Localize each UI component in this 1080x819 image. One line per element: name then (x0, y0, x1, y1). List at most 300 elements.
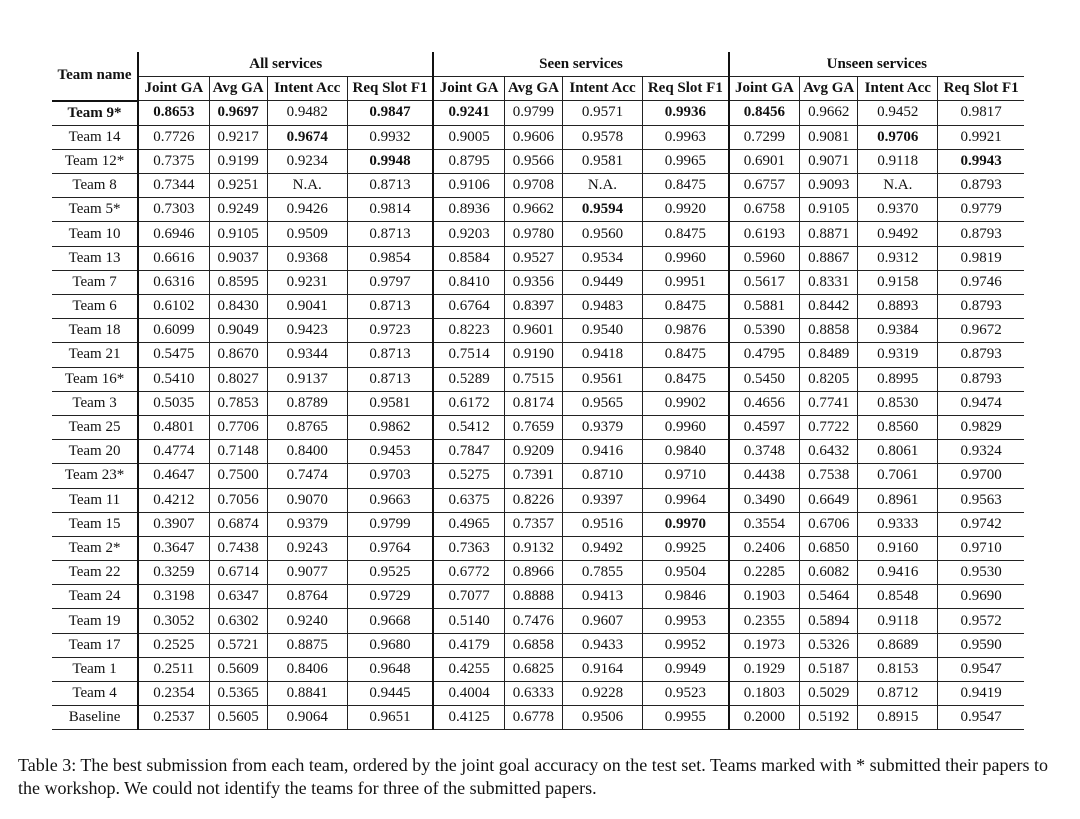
score-cell: 0.4965 (433, 512, 504, 536)
score-cell: 0.9506 (562, 706, 642, 730)
metric-header-seen-intent-acc: Intent Acc (562, 77, 642, 101)
score-cell: 0.7061 (858, 464, 938, 488)
score-cell: 0.6874 (209, 512, 267, 536)
score-cell: 0.8764 (267, 585, 347, 609)
score-cell: 0.9965 (643, 149, 729, 173)
score-cell: 0.5275 (433, 464, 504, 488)
score-cell: 0.7726 (138, 125, 209, 149)
score-cell: 0.2355 (729, 609, 800, 633)
table-row (52, 464, 1024, 488)
score-cell: 0.6706 (800, 512, 858, 536)
score-cell: 0.9674 (267, 125, 347, 149)
score-cell: 0.7659 (504, 415, 562, 439)
score-cell: 0.6778 (504, 706, 562, 730)
score-cell: 0.8226 (504, 488, 562, 512)
score-cell: 0.8841 (267, 682, 347, 706)
score-cell: 0.9482 (267, 101, 347, 126)
table-row (52, 125, 1024, 149)
score-cell: 0.7056 (209, 488, 267, 512)
score-cell: 0.9571 (562, 101, 642, 126)
score-cell: 0.9416 (562, 440, 642, 464)
score-cell: 0.9672 (938, 319, 1024, 343)
score-cell: 0.9106 (433, 174, 504, 198)
score-cell: 0.2354 (138, 682, 209, 706)
score-cell: 0.9799 (504, 101, 562, 126)
score-cell: 0.9158 (858, 270, 938, 294)
score-cell: 0.9729 (347, 585, 433, 609)
score-cell: 0.9780 (504, 222, 562, 246)
score-cell: 0.8915 (858, 706, 938, 730)
score-cell: 0.5326 (800, 633, 858, 657)
table-row (52, 270, 1024, 294)
group-header-row (52, 52, 1024, 77)
team-name-cell: Team 10 (52, 222, 138, 246)
score-cell: 0.8442 (800, 295, 858, 319)
score-cell: 0.8153 (858, 657, 938, 681)
score-cell: 0.9081 (800, 125, 858, 149)
score-cell: 0.1973 (729, 633, 800, 657)
score-cell: 0.7077 (433, 585, 504, 609)
metric-header-unseen-avg-ga: Avg GA (800, 77, 858, 101)
score-cell: 0.8793 (938, 222, 1024, 246)
score-cell: 0.6099 (138, 319, 209, 343)
score-cell: 0.6764 (433, 295, 504, 319)
score-cell: 0.9697 (209, 101, 267, 126)
team-name-cell: Team 17 (52, 633, 138, 657)
score-cell: 0.9817 (938, 101, 1024, 126)
score-cell: 0.8793 (938, 367, 1024, 391)
table-row (52, 222, 1024, 246)
score-cell: 0.9234 (267, 149, 347, 173)
score-cell: 0.4255 (433, 657, 504, 681)
score-cell: 0.6850 (800, 536, 858, 560)
score-cell: 0.4438 (729, 464, 800, 488)
score-cell: 0.9333 (858, 512, 938, 536)
score-cell: 0.9921 (938, 125, 1024, 149)
score-cell: 0.9663 (347, 488, 433, 512)
score-cell: 0.8793 (938, 174, 1024, 198)
score-cell: 0.5960 (729, 246, 800, 270)
score-cell: 0.5390 (729, 319, 800, 343)
score-cell: 0.6825 (504, 657, 562, 681)
score-cell: 0.6082 (800, 561, 858, 585)
score-cell: 0.6333 (504, 682, 562, 706)
score-cell: 0.8936 (433, 198, 504, 222)
score-cell: 0.9710 (643, 464, 729, 488)
score-cell: 0.5410 (138, 367, 209, 391)
table-row (52, 343, 1024, 367)
team-name-cell: Team 24 (52, 585, 138, 609)
score-cell: 0.8475 (643, 343, 729, 367)
group-unseen-services: Unseen services (729, 52, 1024, 77)
table-row (52, 391, 1024, 415)
score-cell: 0.9203 (433, 222, 504, 246)
score-cell: 0.1903 (729, 585, 800, 609)
score-cell: 0.9384 (858, 319, 938, 343)
score-cell: 0.7853 (209, 391, 267, 415)
score-cell: 0.8548 (858, 585, 938, 609)
score-cell: 0.6772 (433, 561, 504, 585)
score-cell: 0.8489 (800, 343, 858, 367)
score-cell: 0.4212 (138, 488, 209, 512)
score-cell: 0.8712 (858, 682, 938, 706)
score-cell: 0.9492 (562, 536, 642, 560)
score-cell: 0.9949 (643, 657, 729, 681)
score-cell: 0.9249 (209, 198, 267, 222)
score-cell: 0.9105 (800, 198, 858, 222)
team-name-cell: Team 14 (52, 125, 138, 149)
score-cell: 0.3052 (138, 609, 209, 633)
score-cell: 0.9779 (938, 198, 1024, 222)
score-cell: 0.8400 (267, 440, 347, 464)
score-cell: 0.8027 (209, 367, 267, 391)
score-cell: N.A. (858, 174, 938, 198)
score-cell: 0.9547 (938, 657, 1024, 681)
score-cell: 0.7476 (504, 609, 562, 633)
score-cell: 0.9243 (267, 536, 347, 560)
score-cell: 0.8893 (858, 295, 938, 319)
score-cell: 0.9723 (347, 319, 433, 343)
score-cell: 0.5187 (800, 657, 858, 681)
score-cell: 0.6172 (433, 391, 504, 415)
score-cell: 0.8584 (433, 246, 504, 270)
score-cell: 0.9509 (267, 222, 347, 246)
score-cell: 0.9037 (209, 246, 267, 270)
score-cell: 0.9071 (800, 149, 858, 173)
score-cell: 0.5140 (433, 609, 504, 633)
score-cell: 0.8406 (267, 657, 347, 681)
score-cell: 0.7363 (433, 536, 504, 560)
score-cell: 0.7391 (504, 464, 562, 488)
score-cell: 0.6858 (504, 633, 562, 657)
score-cell: 0.9847 (347, 101, 433, 126)
score-cell: 0.9449 (562, 270, 642, 294)
metric-header-seen-req-slot-f1: Req Slot F1 (643, 77, 729, 101)
team-name-cell: Team 7 (52, 270, 138, 294)
score-cell: 0.5365 (209, 682, 267, 706)
score-cell: 0.9662 (800, 101, 858, 126)
score-cell: 0.6714 (209, 561, 267, 585)
score-cell: 0.9594 (562, 198, 642, 222)
score-cell: 0.9668 (347, 609, 433, 633)
team-name-cell: Team 13 (52, 246, 138, 270)
score-cell: 0.9160 (858, 536, 938, 560)
table-row (52, 585, 1024, 609)
score-cell: 0.7438 (209, 536, 267, 560)
score-cell: 0.9960 (643, 246, 729, 270)
score-cell: 0.8793 (938, 343, 1024, 367)
score-cell: 0.9324 (938, 440, 1024, 464)
score-cell: 0.8174 (504, 391, 562, 415)
team-name-cell: Baseline (52, 706, 138, 730)
score-cell: 0.6649 (800, 488, 858, 512)
score-cell: 0.7855 (562, 561, 642, 585)
score-cell: 0.9710 (938, 536, 1024, 560)
score-cell: 0.4597 (729, 415, 800, 439)
results-table-container (52, 52, 1024, 730)
score-cell: N.A. (267, 174, 347, 198)
score-cell: 0.9572 (938, 609, 1024, 633)
score-cell: 0.9952 (643, 633, 729, 657)
score-cell: 0.9829 (938, 415, 1024, 439)
team-name-cell: Team 11 (52, 488, 138, 512)
team-name-cell: Team 25 (52, 415, 138, 439)
score-cell: 0.9445 (347, 682, 433, 706)
score-cell: 0.9601 (504, 319, 562, 343)
score-cell: 0.9902 (643, 391, 729, 415)
team-name-cell: Team 1 (52, 657, 138, 681)
score-cell: 0.4656 (729, 391, 800, 415)
score-cell: 0.9453 (347, 440, 433, 464)
score-cell: 0.6758 (729, 198, 800, 222)
score-cell: 0.7474 (267, 464, 347, 488)
score-cell: 0.6347 (209, 585, 267, 609)
score-cell: 0.4179 (433, 633, 504, 657)
score-cell: 0.5029 (800, 682, 858, 706)
score-cell: 0.9578 (562, 125, 642, 149)
score-cell: 0.9797 (347, 270, 433, 294)
score-cell: 0.9932 (347, 125, 433, 149)
team-name-cell: Team 12* (52, 149, 138, 173)
score-cell: 0.9423 (267, 319, 347, 343)
score-cell: 0.9964 (643, 488, 729, 512)
score-cell: 0.8713 (347, 367, 433, 391)
table-row (52, 561, 1024, 585)
table-row (52, 536, 1024, 560)
score-cell: 0.9397 (562, 488, 642, 512)
score-cell: 0.6302 (209, 609, 267, 633)
score-cell: 0.8223 (433, 319, 504, 343)
score-cell: 0.9164 (562, 657, 642, 681)
team-name-cell: Team 18 (52, 319, 138, 343)
score-cell: 0.9662 (504, 198, 562, 222)
score-cell: 0.9452 (858, 101, 938, 126)
score-cell: 0.8475 (643, 222, 729, 246)
score-cell: 0.9251 (209, 174, 267, 198)
score-cell: 0.5605 (209, 706, 267, 730)
score-cell: 0.9379 (562, 415, 642, 439)
score-cell: 0.9955 (643, 706, 729, 730)
metric-header-seen-avg-ga: Avg GA (504, 77, 562, 101)
score-cell: 0.9846 (643, 585, 729, 609)
score-cell: 0.9680 (347, 633, 433, 657)
score-cell: 0.2000 (729, 706, 800, 730)
score-cell: 0.6193 (729, 222, 800, 246)
score-cell: 0.9240 (267, 609, 347, 633)
score-cell: 0.8595 (209, 270, 267, 294)
score-cell: 0.9530 (938, 561, 1024, 585)
score-cell: 0.7299 (729, 125, 800, 149)
metric-header-seen-joint-ga: Joint GA (433, 77, 504, 101)
score-cell: 0.9876 (643, 319, 729, 343)
score-cell: 0.9379 (267, 512, 347, 536)
score-cell: 0.5412 (433, 415, 504, 439)
score-cell: 0.4004 (433, 682, 504, 706)
score-cell: 0.8789 (267, 391, 347, 415)
metric-header-row (52, 77, 1024, 101)
score-cell: 0.9943 (938, 149, 1024, 173)
score-cell: 0.8793 (938, 295, 1024, 319)
table-row (52, 149, 1024, 173)
score-cell: 0.2525 (138, 633, 209, 657)
team-name-cell: Team 21 (52, 343, 138, 367)
score-cell: 0.9426 (267, 198, 347, 222)
score-cell: 0.9565 (562, 391, 642, 415)
score-cell: 0.9648 (347, 657, 433, 681)
score-cell: 0.4125 (433, 706, 504, 730)
score-cell: 0.9368 (267, 246, 347, 270)
score-cell: 0.9070 (267, 488, 347, 512)
score-cell: 0.9566 (504, 149, 562, 173)
team-name-cell: Team 9* (52, 101, 138, 126)
table-row (52, 609, 1024, 633)
score-cell: 0.9700 (938, 464, 1024, 488)
score-cell: 0.9746 (938, 270, 1024, 294)
score-cell: 0.9560 (562, 222, 642, 246)
score-cell: 0.9190 (504, 343, 562, 367)
team-name-cell: Team 4 (52, 682, 138, 706)
score-cell: 0.9370 (858, 198, 938, 222)
score-cell: 0.9474 (938, 391, 1024, 415)
score-cell: 0.9312 (858, 246, 938, 270)
score-cell: 0.9418 (562, 343, 642, 367)
score-cell: 0.9516 (562, 512, 642, 536)
metric-header-unseen-req-slot-f1: Req Slot F1 (938, 77, 1024, 101)
score-cell: 0.9199 (209, 149, 267, 173)
score-cell: 0.8430 (209, 295, 267, 319)
score-cell: 0.9920 (643, 198, 729, 222)
score-cell: 0.8456 (729, 101, 800, 126)
team-name-cell: Team 3 (52, 391, 138, 415)
score-cell: 0.8530 (858, 391, 938, 415)
score-cell: 0.9504 (643, 561, 729, 585)
score-cell: 0.9814 (347, 198, 433, 222)
score-cell: 0.9413 (562, 585, 642, 609)
team-name-cell: Team 23* (52, 464, 138, 488)
score-cell: 0.9953 (643, 609, 729, 633)
score-cell: 0.9356 (504, 270, 562, 294)
table-caption: Table 3: The best submission from each team, ordered by the joint goal accuracy on the test set. Teams marked with * submitted their papers to the workshop. We could not identify the teams for three of the submitted papers. (18, 755, 1049, 798)
table-row (52, 367, 1024, 391)
score-cell: 0.2511 (138, 657, 209, 681)
score-cell: 0.9217 (209, 125, 267, 149)
score-cell: 0.7500 (209, 464, 267, 488)
score-cell: 0.9547 (938, 706, 1024, 730)
score-cell: 0.8961 (858, 488, 938, 512)
score-cell: 0.3259 (138, 561, 209, 585)
score-cell: 0.9581 (562, 149, 642, 173)
score-cell: 0.8966 (504, 561, 562, 585)
score-cell: 0.9925 (643, 536, 729, 560)
metric-header-all-joint-ga: Joint GA (138, 77, 209, 101)
score-cell: 0.9970 (643, 512, 729, 536)
score-cell: 0.8670 (209, 343, 267, 367)
score-cell: 0.9077 (267, 561, 347, 585)
score-cell: 0.9742 (938, 512, 1024, 536)
score-cell: 0.7344 (138, 174, 209, 198)
score-cell: 0.9819 (938, 246, 1024, 270)
table-row (52, 415, 1024, 439)
score-cell: 0.9041 (267, 295, 347, 319)
results-table (52, 52, 1024, 730)
score-cell: 0.7357 (504, 512, 562, 536)
team-name-cell: Team 16* (52, 367, 138, 391)
team-name-cell: Team 20 (52, 440, 138, 464)
score-cell: 0.6946 (138, 222, 209, 246)
table-row (52, 246, 1024, 270)
score-cell: 0.8475 (643, 174, 729, 198)
score-cell: 0.9483 (562, 295, 642, 319)
metric-header-all-intent-acc: Intent Acc (267, 77, 347, 101)
score-cell: 0.8560 (858, 415, 938, 439)
table-row (52, 319, 1024, 343)
score-cell: 0.8061 (858, 440, 938, 464)
score-cell: 0.9319 (858, 343, 938, 367)
score-cell: 0.7148 (209, 440, 267, 464)
team-name-cell: Team 2* (52, 536, 138, 560)
score-cell: 0.9764 (347, 536, 433, 560)
score-cell: 0.9241 (433, 101, 504, 126)
score-cell: 0.8331 (800, 270, 858, 294)
score-cell: 0.9209 (504, 440, 562, 464)
metric-header-unseen-joint-ga: Joint GA (729, 77, 800, 101)
score-cell: 0.8689 (858, 633, 938, 657)
score-cell: 0.7303 (138, 198, 209, 222)
score-cell: 0.9419 (938, 682, 1024, 706)
score-cell: 0.6616 (138, 246, 209, 270)
score-cell: 0.7741 (800, 391, 858, 415)
score-cell: 0.9527 (504, 246, 562, 270)
score-cell: 0.9561 (562, 367, 642, 391)
score-cell: 0.8795 (433, 149, 504, 173)
score-cell: 0.8995 (858, 367, 938, 391)
score-cell: 0.7847 (433, 440, 504, 464)
score-cell: 0.3907 (138, 512, 209, 536)
score-cell: 0.9492 (858, 222, 938, 246)
score-cell: 0.2285 (729, 561, 800, 585)
score-cell: 0.4647 (138, 464, 209, 488)
score-cell: 0.8713 (347, 343, 433, 367)
score-cell: 0.5289 (433, 367, 504, 391)
score-cell: 0.8867 (800, 246, 858, 270)
score-cell: 0.4795 (729, 343, 800, 367)
score-cell: 0.9064 (267, 706, 347, 730)
score-cell: 0.7514 (433, 343, 504, 367)
score-cell: 0.3490 (729, 488, 800, 512)
score-cell: 0.8858 (800, 319, 858, 343)
metric-header-all-avg-ga: Avg GA (209, 77, 267, 101)
score-cell: 0.9951 (643, 270, 729, 294)
metric-header-unseen-intent-acc: Intent Acc (858, 77, 938, 101)
score-cell: 0.9854 (347, 246, 433, 270)
score-cell: 0.9708 (504, 174, 562, 198)
team-name-cell: Team 22 (52, 561, 138, 585)
score-cell: 0.9948 (347, 149, 433, 173)
score-cell: 0.9005 (433, 125, 504, 149)
score-cell: 0.8710 (562, 464, 642, 488)
score-cell: 0.9049 (209, 319, 267, 343)
score-cell: 0.6375 (433, 488, 504, 512)
score-cell: 0.9960 (643, 415, 729, 439)
score-cell: 0.5617 (729, 270, 800, 294)
table-row (52, 198, 1024, 222)
score-cell: 0.9416 (858, 561, 938, 585)
score-cell: 0.6316 (138, 270, 209, 294)
score-cell: 0.5721 (209, 633, 267, 657)
table-body (52, 101, 1024, 730)
score-cell: 0.8205 (800, 367, 858, 391)
score-cell: 0.5192 (800, 706, 858, 730)
